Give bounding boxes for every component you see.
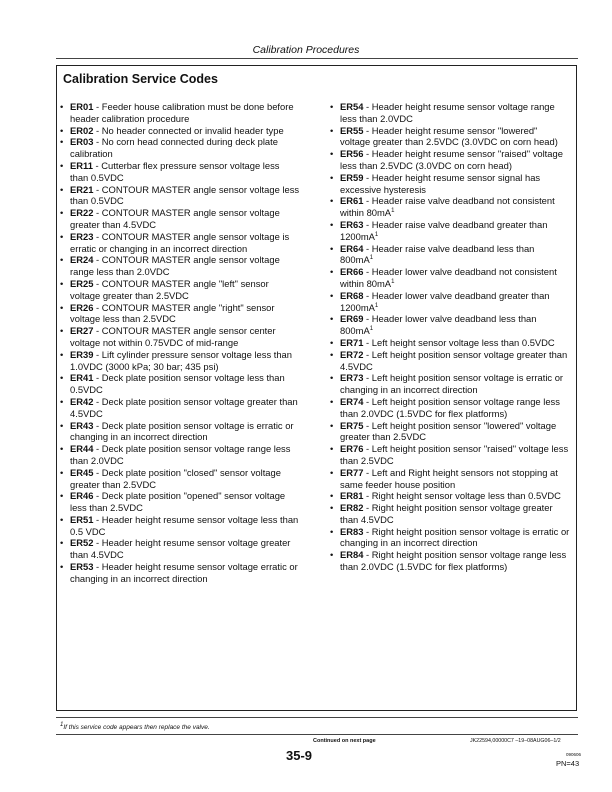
service-code: ER53	[70, 561, 94, 573]
service-code-item	[330, 337, 570, 349]
bullet-icon: •	[60, 159, 64, 171]
service-code-description: - Left height sensor voltage less than 0.5VDC	[363, 336, 555, 348]
service-code: ER59	[340, 171, 364, 183]
service-code-description: - Header height resume sensor "raised" voltage less than 2.5VDC (3.0VDC on corn head)	[340, 148, 563, 171]
service-code: ER39	[70, 348, 94, 360]
bullet-icon: •	[60, 301, 64, 313]
service-code-item	[60, 160, 300, 184]
bullet-icon: •	[60, 325, 64, 337]
service-code: ER54	[340, 101, 364, 112]
service-code: ER83	[340, 525, 364, 537]
service-code-description: - Left height position sensor "raised" voltage less than 2.5VDC	[340, 443, 569, 466]
bullet-icon: •	[60, 537, 64, 549]
service-code: ER64	[340, 242, 364, 254]
service-code-description: - CONTOUR MASTER angle sensor voltage less than 0.5VDC	[70, 183, 300, 207]
service-code-item	[60, 254, 300, 278]
service-code-item	[60, 490, 300, 514]
footer-rule	[56, 734, 578, 735]
service-code: ER24	[70, 254, 94, 266]
service-code-description: - Header lower valve deadband less than 800mA	[340, 313, 537, 337]
service-code-item	[330, 243, 570, 267]
service-code-description: - Header lower valve deadband greater than 1200mA	[340, 289, 550, 313]
service-code-description: - Deck plate position "opened" sensor voltage less than 2.5VDC	[70, 490, 286, 514]
bullet-icon: •	[60, 101, 64, 112]
service-code-description: - CONTOUR MASTER angle "left" sensor voltage greater than 2.5VDC	[70, 277, 269, 301]
service-code: ER45	[70, 466, 94, 478]
service-code-item	[330, 219, 570, 243]
service-code: ER76	[340, 443, 364, 455]
service-code: ER27	[70, 325, 94, 337]
service-code: ER75	[340, 419, 364, 431]
bullet-icon: •	[330, 443, 334, 455]
service-code: ER26	[70, 301, 94, 313]
service-code-item	[330, 549, 570, 573]
bullet-icon: •	[330, 218, 334, 230]
service-code-description: - Header raise valve deadband less than 800mA	[340, 242, 535, 266]
service-code: ER56	[340, 148, 364, 160]
page-sequence-number: PN=43	[556, 759, 580, 768]
service-code: ER11	[70, 159, 93, 171]
bullet-icon: •	[330, 266, 334, 278]
service-code-item	[330, 349, 570, 373]
footnote-reference: 1	[374, 231, 379, 238]
service-code: ER69	[340, 313, 364, 325]
bullet-icon: •	[330, 419, 334, 431]
service-code-item	[330, 467, 570, 491]
service-code-description: - Header raise valve deadband not consistent within 80mA	[340, 195, 555, 219]
service-code-description: - No header connected or invalid header type	[93, 124, 284, 136]
bullet-icon: •	[60, 490, 64, 502]
service-code-item	[330, 396, 570, 420]
print-date-code: 090606	[566, 752, 582, 757]
service-code-item	[330, 443, 570, 467]
service-code: ER25	[70, 277, 94, 289]
header-rule	[56, 58, 578, 59]
bullet-icon: •	[330, 490, 334, 502]
service-code-description: - Cutterbar flex pressure sensor voltage less than 0.5VDC	[70, 159, 280, 183]
service-code-description: - Deck plate position "closed" sensor voltage greater than 2.5VDC	[70, 466, 281, 490]
service-code-item	[330, 101, 570, 125]
service-code: ER73	[340, 372, 364, 384]
service-code: ER44	[70, 443, 94, 455]
service-code-item	[330, 290, 570, 314]
service-code-description: - Right height sensor voltage less than 0.5VDC	[363, 490, 561, 502]
bullet-icon: •	[60, 207, 64, 219]
service-code-description: - No corn head connected during deck plate calibration	[70, 136, 278, 160]
service-code-description: - Deck plate position sensor voltage less than 0.5VDC	[70, 372, 285, 396]
service-code-item	[60, 125, 300, 137]
page-number: 35-9	[286, 748, 313, 763]
service-code-description: - Left height position sensor "lowered" voltage greater than 2.5VDC	[340, 419, 557, 443]
bullet-icon: •	[330, 525, 334, 537]
bullet-icon: •	[60, 513, 64, 525]
bullet-icon: •	[60, 372, 64, 384]
service-code-description: - Right height position sensor voltage greater than 4.5VDC	[340, 502, 553, 525]
service-code-description: - Feeder house calibration must be done before header calibration procedure	[70, 101, 294, 124]
service-code-description: - Left height position sensor voltage range less than 2.0VDC (1.5VDC for flex platforms)	[340, 395, 560, 419]
service-code-item	[60, 443, 300, 467]
service-code-description: - Header height resume sensor voltage greater than 4.5VDC	[70, 537, 291, 561]
service-code: ER02	[70, 124, 94, 136]
service-code: ER72	[340, 348, 364, 360]
service-code: ER82	[340, 502, 364, 514]
bullet-icon: •	[60, 124, 64, 136]
bullet-icon: •	[330, 124, 334, 136]
bullet-icon: •	[330, 289, 334, 301]
service-code-item	[60, 514, 300, 538]
service-code-item	[330, 172, 570, 196]
service-code-item	[60, 396, 300, 420]
bullet-icon: •	[60, 277, 64, 289]
bullet-icon: •	[330, 372, 334, 384]
bullet-icon: •	[330, 313, 334, 325]
service-code: ER51	[70, 513, 94, 525]
service-code-item	[60, 467, 300, 491]
bullet-icon: •	[330, 336, 334, 348]
service-code-description: - Left height position sensor voltage is erratic or changing in an incorrect direction	[340, 372, 564, 396]
service-code: ER81	[340, 490, 364, 502]
service-code-item	[330, 313, 570, 337]
service-code-item	[60, 349, 300, 373]
service-code-description: - Header height resume sensor voltage range less than 2.0VDC	[340, 101, 555, 124]
service-code-item	[60, 420, 300, 444]
service-code-item	[60, 136, 300, 160]
service-code-item	[60, 207, 300, 231]
bullet-icon: •	[330, 348, 334, 360]
service-code-item	[330, 420, 570, 444]
bullet-icon: •	[330, 148, 334, 160]
service-code: ER74	[340, 395, 364, 407]
bullet-icon: •	[330, 101, 334, 112]
service-code: ER84	[340, 549, 364, 561]
service-code-description: - Lift cylinder pressure sensor voltage less than 1.0VDC (3000 kPa; 30 bar; 435 psi)	[70, 348, 292, 372]
bullet-icon: •	[330, 195, 334, 207]
service-code: ER55	[340, 124, 364, 136]
service-code: ER77	[340, 466, 364, 478]
service-code-description: - Header height resume sensor voltage erratic or changing in an incorrect direction	[70, 561, 298, 584]
service-code-item	[330, 526, 570, 550]
service-code-description: - Header lower valve deadband not consistent within 80mA	[340, 266, 557, 289]
section-title: Calibration Service Codes	[63, 72, 218, 86]
service-code-item	[330, 502, 570, 526]
service-code-description: - CONTOUR MASTER angle sensor voltage is erratic or changing in an incorrect direction	[70, 230, 290, 254]
bullet-icon: •	[60, 136, 64, 148]
service-code: ER71	[340, 336, 364, 348]
service-code-item	[330, 266, 570, 290]
service-codes-left-column	[60, 101, 300, 585]
service-code-item	[330, 372, 570, 396]
service-code-description: - CONTOUR MASTER angle sensor center voltage not within 0.75VDC of mid-range	[70, 325, 276, 348]
service-code: ER66	[340, 266, 364, 278]
service-code-item	[330, 125, 570, 149]
document-id: JK22594,00000C7 –19–08AUG06–1/2	[470, 738, 561, 744]
footnote-rule	[56, 717, 578, 718]
service-code-description: - CONTOUR MASTER angle sensor voltage range less than 2.0VDC	[70, 254, 280, 278]
service-code-description: - Deck plate position sensor voltage is erratic or changing in an incorrect direction	[70, 419, 294, 443]
service-code-description: - Header height resume sensor "lowered" voltage greater than 2.5VDC (3.0VDC on corn head)	[340, 124, 558, 148]
footnote-reference: 1	[391, 278, 395, 285]
bullet-icon: •	[60, 395, 64, 407]
bullet-icon: •	[60, 254, 64, 266]
service-code-item	[60, 101, 300, 125]
service-code-description: - Right height position sensor voltage is erratic or changing in an incorrect direction	[340, 525, 570, 549]
running-header-title: Calibration Procedures	[252, 44, 360, 56]
footnote-reference: 1	[391, 208, 395, 215]
service-code-description: - Header height resume sensor signal has excessive hysteresis	[340, 171, 541, 195]
service-code: ER03	[70, 136, 94, 148]
footnote-reference: 1	[369, 326, 374, 333]
bullet-icon: •	[60, 561, 64, 573]
service-code: ER01	[70, 101, 94, 112]
service-codes-right-column	[330, 101, 570, 573]
service-code-item	[60, 184, 300, 208]
bullet-icon: •	[60, 230, 64, 242]
service-code-description: - CONTOUR MASTER angle "right" sensor voltage less than 2.5VDC	[70, 301, 275, 325]
service-code-description: - Header raise valve deadband greater than 1200mA	[340, 218, 548, 242]
footnote-reference: 1	[374, 302, 379, 309]
continued-notice: Continued on next page	[313, 738, 376, 744]
bullet-icon: •	[60, 348, 64, 360]
service-code-item	[60, 325, 300, 349]
service-code: ER63	[340, 218, 364, 230]
footnote-reference: 1	[369, 255, 374, 262]
service-code-description: - Left and Right height sensors not stopping at same feeder house position	[340, 466, 558, 490]
service-code: ER46	[70, 490, 94, 502]
service-code-item	[60, 302, 300, 326]
service-code: ER23	[70, 230, 94, 242]
service-code-description: - Deck plate position sensor voltage greater than 4.5VDC	[70, 395, 298, 419]
service-code-item	[330, 490, 570, 502]
service-code-description: - Right height position sensor voltage range less than 2.0VDC (1.5VDC for flex platforms)	[340, 549, 567, 573]
service-code-item	[60, 231, 300, 255]
service-code-item	[60, 561, 300, 585]
bullet-icon: •	[60, 183, 64, 195]
service-code: ER21	[70, 183, 94, 195]
service-code-item	[330, 148, 570, 172]
service-code-description: - Header height resume sensor voltage less than 0.5 VDC	[70, 513, 299, 537]
bullet-icon: •	[330, 171, 334, 183]
service-code-item	[60, 372, 300, 396]
service-code-description: - Deck plate position sensor voltage range less than 2.0VDC	[70, 443, 291, 466]
service-code: ER61	[340, 195, 364, 207]
footnote	[60, 721, 210, 731]
service-code: ER41	[70, 372, 94, 384]
footnote-marker: 1	[60, 721, 64, 728]
bullet-icon: •	[60, 466, 64, 478]
bullet-icon: •	[330, 242, 334, 254]
bullet-icon: •	[60, 419, 64, 431]
service-code: ER68	[340, 289, 364, 301]
bullet-icon: •	[330, 395, 334, 407]
bullet-icon: •	[330, 502, 334, 514]
service-code-item	[330, 195, 570, 219]
service-code: ER43	[70, 419, 94, 431]
service-code: ER52	[70, 537, 94, 549]
bullet-icon: •	[60, 443, 64, 455]
service-code-item	[60, 537, 300, 561]
bullet-icon: •	[330, 549, 334, 561]
service-code-item	[60, 278, 300, 302]
footnote-text: If this service code appears then replace the valve.	[63, 724, 210, 731]
service-code-description: - Left height position sensor voltage greater than 4.5VDC	[340, 348, 568, 372]
service-code: ER22	[70, 207, 94, 219]
bullet-icon: •	[330, 466, 334, 478]
service-code: ER42	[70, 395, 94, 407]
service-code-description: - CONTOUR MASTER angle sensor voltage greater than 4.5VDC	[70, 207, 280, 230]
